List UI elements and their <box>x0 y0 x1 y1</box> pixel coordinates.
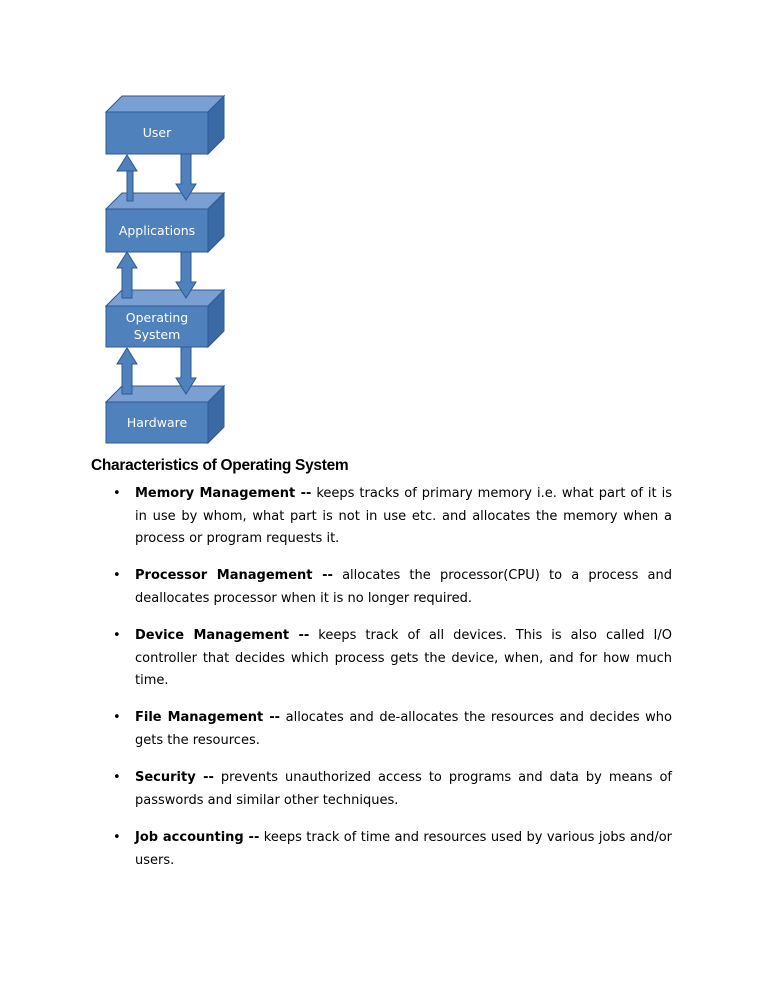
item-description: allocates the processor(CPU) to a process and deallocates processor when it is no longer required. <box>135 568 672 606</box>
bullet: • <box>113 628 121 643</box>
box-operating-system <box>106 290 224 347</box>
bullet: • <box>113 830 121 845</box>
item-description: keeps tracks of primary memory i.e. what part of it is in use by whom, what part is not in use etc. and allocates the memory when a process or program requests it. <box>135 486 673 546</box>
box-applications-label: Applications <box>118 223 196 238</box>
box-applications <box>106 193 224 252</box>
item-description: keeps track of time and resources used by various jobs and/or users. <box>135 830 673 868</box>
section-heading: Characteristics of Operating System <box>91 457 349 474</box>
item-term: Memory Management -- <box>135 486 312 501</box>
os-layers-diagram <box>0 0 765 460</box>
box-user <box>106 96 224 154</box>
box-operating-system-label-1: Operating <box>125 310 189 325</box>
bullet: • <box>113 770 121 785</box>
item-term: Device Management -- <box>135 628 310 643</box>
item-description: allocates and de-allocates the resources and decides who gets the resources. <box>135 710 672 748</box>
box-hardware <box>106 386 224 443</box>
item-term: File Management -- <box>135 710 281 725</box>
bullet: • <box>113 486 121 501</box>
bullet: • <box>113 710 121 725</box>
box-hardware-label: Hardware <box>126 415 188 430</box>
item-term: Job accounting -- <box>135 830 260 845</box>
box-operating-system-label-2: System <box>133 327 181 342</box>
item-term: Processor Management -- <box>135 568 333 583</box>
bullet: • <box>113 568 121 583</box>
item-term: Security -- <box>135 770 214 785</box>
item-description: keeps track of all devices. This is also called I/O controller that decides which process gets the device, when, and for how much time. <box>135 628 672 688</box>
item-description: prevents unauthorized access to programs and data by means of passwords and similar other techniques. <box>135 770 672 808</box>
box-user-label: User <box>142 125 172 140</box>
